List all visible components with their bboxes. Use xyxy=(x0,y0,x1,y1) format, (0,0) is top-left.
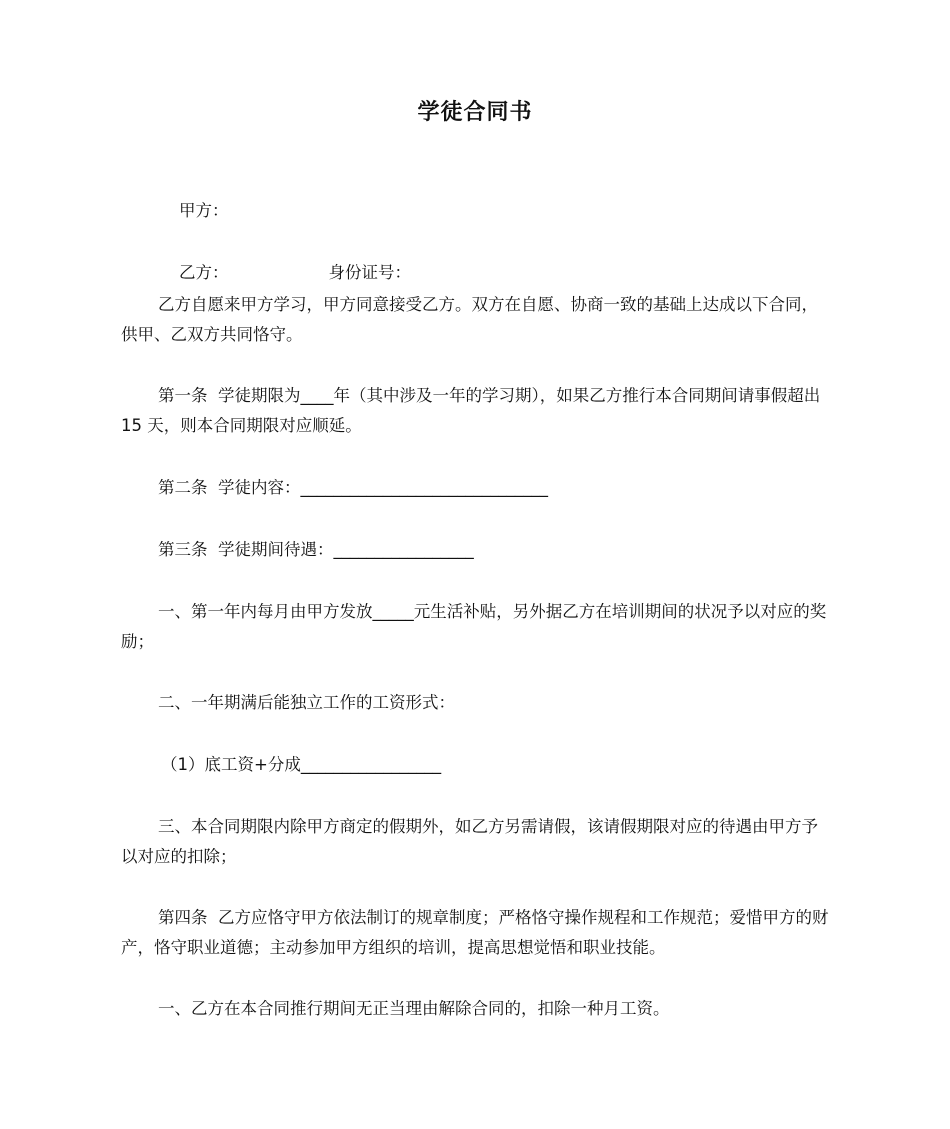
party-a-label: 甲方： xyxy=(178,201,229,220)
benefit-item-3: 三、本合同期限内除甲方商定的假期外，如乙方另需请假，该请假期限对应的待遇由甲方予以对应的扣除； xyxy=(121,817,818,866)
wage-option-1: （1）底工资+分成_________________ xyxy=(161,755,442,774)
document-title: 学徒合同书 xyxy=(417,100,533,125)
article-4: 第四条 乙方应恪守甲方依法制订的规章制度；严格恪守操作规程和工作规范；爱惜甲方的财产，恪守职业道德；主动参加甲方组织的培训，提高思想觉悟和职业技能。 xyxy=(121,908,829,957)
intro-paragraph: 乙方自愿来甲方学习，甲方同意接受乙方。双方在自愿、协商一致的基础上达成以下合同，供甲、乙双方共同恪守。 xyxy=(121,295,818,344)
obligation-item-1: 一、乙方在本合同推行期间无正当理由解除合同的，扣除一种月工资。 xyxy=(158,999,670,1018)
party-b-label: 乙方： xyxy=(178,263,229,282)
id-number-label: 身份证号： xyxy=(328,263,411,282)
article-1: 第一条 学徒期限为____年（其中涉及一年的学习期），如果乙方推行本合同期间请事假超出 15 天，则本合同期限对应顺延。 xyxy=(121,386,826,435)
article-2: 第二条 学徒内容：______________________________ xyxy=(158,478,548,497)
article-3: 第三条 学徒期间待遇：_________________ xyxy=(158,540,474,559)
benefit-item-1: 一、第一年内每月由甲方发放_____元生活补贴，另外据乙方在培训期间的状况予以对应的奖励； xyxy=(121,602,827,651)
benefit-item-2: 二、一年期满后能独立工作的工资形式： xyxy=(158,693,455,712)
